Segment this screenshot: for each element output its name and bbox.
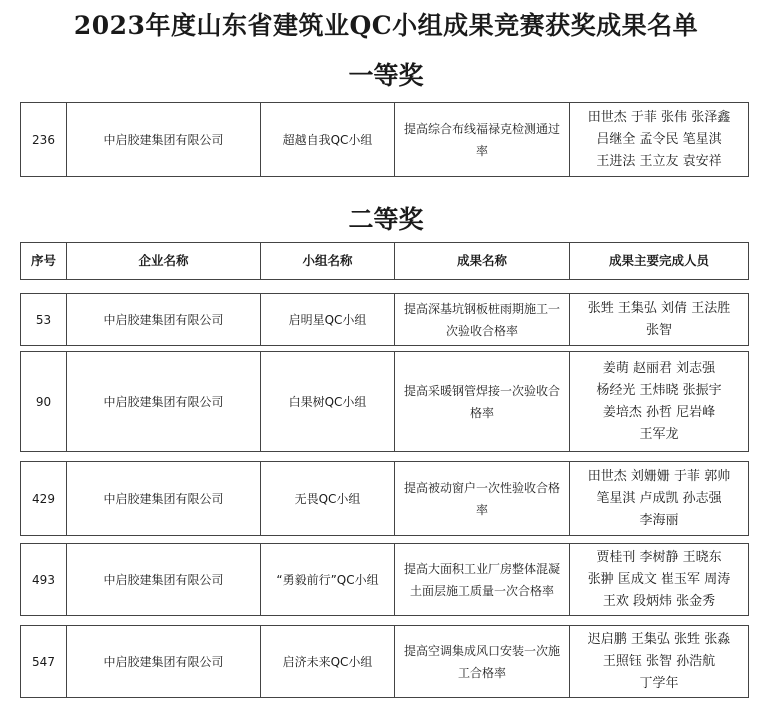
member-line: 李海丽 (639, 512, 679, 528)
group-name: 无畏QC小组 (261, 462, 395, 536)
members-cell (570, 626, 749, 698)
group-name: 启济未来QC小组 (261, 626, 395, 698)
members-cell (570, 294, 749, 346)
column-header-group: 小组名称 (261, 243, 395, 280)
member-line: 吕继全 孟令民 笔星淇 (596, 131, 722, 147)
result-name: 提高深基坑钢板桩雨期施工一次验收合格率 (395, 294, 570, 346)
members-cell (570, 103, 749, 177)
member-line: 丁学年 (639, 675, 679, 691)
company-name: 中启胶建集团有限公司 (67, 626, 261, 698)
table-row (21, 544, 749, 616)
member-line: 王照钰 张智 孙浩航 (602, 653, 716, 669)
column-header-table (20, 242, 749, 280)
result-name: 提高综合布线福禄克检测通过率 (395, 103, 570, 177)
company-name: 中启胶建集团有限公司 (67, 294, 261, 346)
member-line: 王军龙 (639, 426, 679, 442)
table-row (21, 626, 749, 698)
group-name: 白果树QC小组 (261, 352, 395, 452)
column-header-members: 成果主要完成人员 (570, 243, 749, 280)
award-row-table (20, 293, 749, 346)
result-name: 提高空调集成风口安装一次施工合格率 (395, 626, 570, 698)
member-line: 王进法 王立友 袁安祥 (596, 153, 722, 169)
award-row-table (20, 351, 749, 452)
row-number: 429 (21, 462, 67, 536)
result-name: 提高采暖钢管焊接一次验收合格率 (395, 352, 570, 452)
member-line: 张甡 王集弘 刘倩 王法胜 (587, 300, 731, 316)
row-number: 547 (21, 626, 67, 698)
first-prize-table (20, 102, 749, 177)
table-row (21, 352, 749, 452)
company-name: 中启胶建集团有限公司 (67, 352, 261, 452)
member-line: 杨经光 王炜晓 张振宇 (596, 382, 722, 398)
members-cell (570, 352, 749, 452)
company-name: 中启胶建集团有限公司 (67, 103, 261, 177)
member-line: 姜萌 赵丽君 刘志强 (602, 360, 716, 376)
group-name: 超越自我QC小组 (261, 103, 395, 177)
row-number: 493 (21, 544, 67, 616)
member-line: 田世杰 刘姗姗 于菲 郭帅 (587, 468, 731, 484)
table-row (21, 103, 749, 177)
award-row-table (20, 543, 749, 616)
member-line: 张翀 匡成文 崔玉军 周涛 (587, 571, 731, 587)
members-cell (570, 544, 749, 616)
header-row (21, 243, 749, 280)
group-name: “勇毅前行”QC小组 (261, 544, 395, 616)
table-row (21, 462, 749, 536)
company-name: 中启胶建集团有限公司 (67, 462, 261, 536)
result-name: 提高大面积工业厂房整体混凝土面层施工质量一次合格率 (395, 544, 570, 616)
award-row-table (20, 625, 749, 698)
award-row-table (20, 461, 749, 536)
second-prize-heading: 二等奖 (348, 205, 424, 234)
company-name: 中启胶建集团有限公司 (67, 544, 261, 616)
member-line: 姜培杰 孙哲 尼岩峰 (602, 404, 716, 420)
member-line: 田世杰 于菲 张伟 张泽鑫 (587, 109, 731, 125)
member-line: 张智 (645, 322, 672, 338)
member-line: 贾桂刊 李树静 王晓东 (596, 549, 722, 565)
row-number: 53 (21, 294, 67, 346)
document-title: 2023年度山东省建筑业QC小组成果竞赛获奖成果名单 (73, 11, 699, 40)
row-number: 90 (21, 352, 67, 452)
table-row (21, 294, 749, 346)
first-prize-heading: 一等奖 (348, 61, 424, 90)
members-cell (570, 462, 749, 536)
column-header-no: 序号 (21, 243, 67, 280)
column-header-company: 企业名称 (67, 243, 261, 280)
member-line: 迟启鹏 王集弘 张甡 张淼 (587, 631, 731, 647)
row-number: 236 (21, 103, 67, 177)
result-name: 提高被动窗户一次性验收合格率 (395, 462, 570, 536)
group-name: 启明星QC小组 (261, 294, 395, 346)
member-line: 笔星淇 卢成凯 孙志强 (596, 490, 722, 506)
member-line: 王欢 段炳炜 张金秀 (602, 593, 716, 609)
column-header-result: 成果名称 (395, 243, 570, 280)
